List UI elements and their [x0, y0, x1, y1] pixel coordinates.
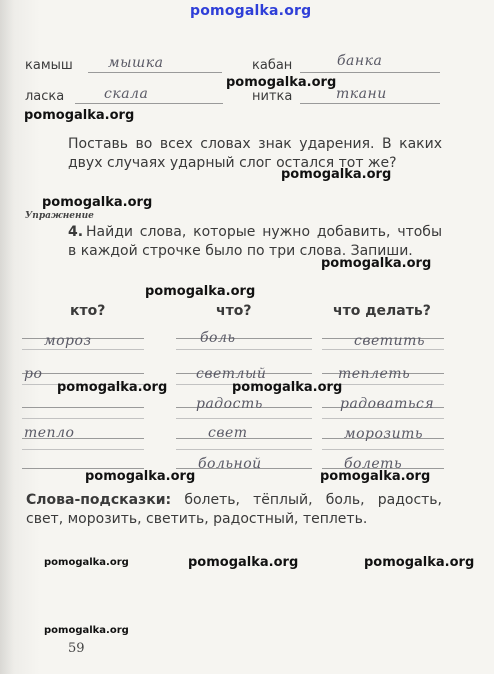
writing-line — [322, 449, 444, 450]
answer-tkani: ткани — [336, 86, 387, 102]
hint-title: Слова-подсказки: — [26, 492, 172, 508]
watermark[interactable]: pomogalka.org — [42, 195, 153, 210]
writing-line — [22, 349, 144, 350]
answer-what-do-5: болеть — [344, 456, 403, 472]
answer-who-2: ро — [24, 366, 43, 382]
answer-what-do-4: морозить — [344, 426, 423, 442]
writing-line — [322, 349, 444, 350]
watermark[interactable]: pomogalka.org — [321, 256, 432, 271]
writing-line — [322, 418, 444, 419]
watermark[interactable]: pomogalka.org — [320, 469, 431, 484]
exercise-number: 4. — [68, 224, 84, 240]
column-what: что? — [216, 303, 252, 319]
watermark[interactable]: pomogalka.org — [57, 380, 168, 395]
exercise-text: Найди слова, которые нужно добавить, чтобы в каждой строчке было по три слова. Запиши. — [68, 224, 442, 259]
answer-skala: скала — [104, 86, 149, 102]
answer-who-4: тепло — [24, 425, 75, 441]
writing-line — [176, 449, 312, 450]
watermark-top[interactable]: pomogalka.org — [190, 3, 312, 19]
writing-line — [176, 349, 312, 350]
watermark[interactable]: pomogalka.org — [226, 75, 337, 90]
hint-words: болеть, тёплый, боль, радость, свет, морозить, светить, радостный, теплеть. — [26, 492, 443, 527]
task-stress-marks: Поставь во всех словах знак ударения. В каких двух случаях ударный слог остался тот же? — [68, 136, 442, 171]
answer-what-5: больной — [198, 456, 262, 472]
writing-line — [22, 449, 144, 450]
word-nitka: нитка — [252, 89, 293, 104]
answer-what-4: свет — [208, 425, 248, 441]
answer-line — [300, 72, 440, 73]
exercise-tag: Упражнение — [25, 211, 94, 221]
watermark[interactable]: pomogalka.org — [281, 167, 392, 182]
answer-what-do-1: светить — [354, 333, 425, 349]
watermark[interactable]: pomogalka.org — [145, 284, 256, 299]
watermark[interactable]: pomogalka.org — [44, 557, 129, 568]
writing-line — [22, 418, 144, 419]
answer-banka: банка — [337, 53, 383, 69]
answer-who-1: мороз — [44, 333, 92, 349]
answer-what-1: боль — [200, 330, 236, 346]
watermark[interactable]: pomogalka.org — [44, 625, 129, 636]
watermark[interactable]: pomogalka.org — [232, 380, 343, 395]
writing-line — [176, 338, 312, 339]
word-kaban: кабан — [252, 58, 293, 73]
answer-what-2: светлый — [196, 366, 267, 382]
watermark[interactable]: pomogalka.org — [85, 469, 196, 484]
answer-line — [88, 72, 222, 73]
answer-what-do-3: радоваться — [340, 396, 435, 412]
hint-block — [26, 491, 442, 528]
column-who: кто? — [70, 303, 106, 319]
watermark[interactable]: pomogalka.org — [188, 555, 299, 570]
word-laska: ласка — [25, 89, 65, 104]
column-what-do: что делать? — [333, 303, 431, 319]
answer-what-3: радость — [196, 396, 263, 412]
writing-line — [22, 407, 144, 408]
answer-line — [75, 103, 223, 104]
answer-line — [300, 103, 440, 104]
answer-what-do-2: теплеть — [338, 366, 411, 382]
word-kamysh: камыш — [25, 58, 73, 73]
writing-line — [176, 418, 312, 419]
watermark[interactable]: pomogalka.org — [24, 108, 135, 123]
watermark[interactable]: pomogalka.org — [364, 555, 475, 570]
answer-myshka: мышка — [108, 55, 164, 71]
page-number: 59 — [68, 641, 85, 656]
